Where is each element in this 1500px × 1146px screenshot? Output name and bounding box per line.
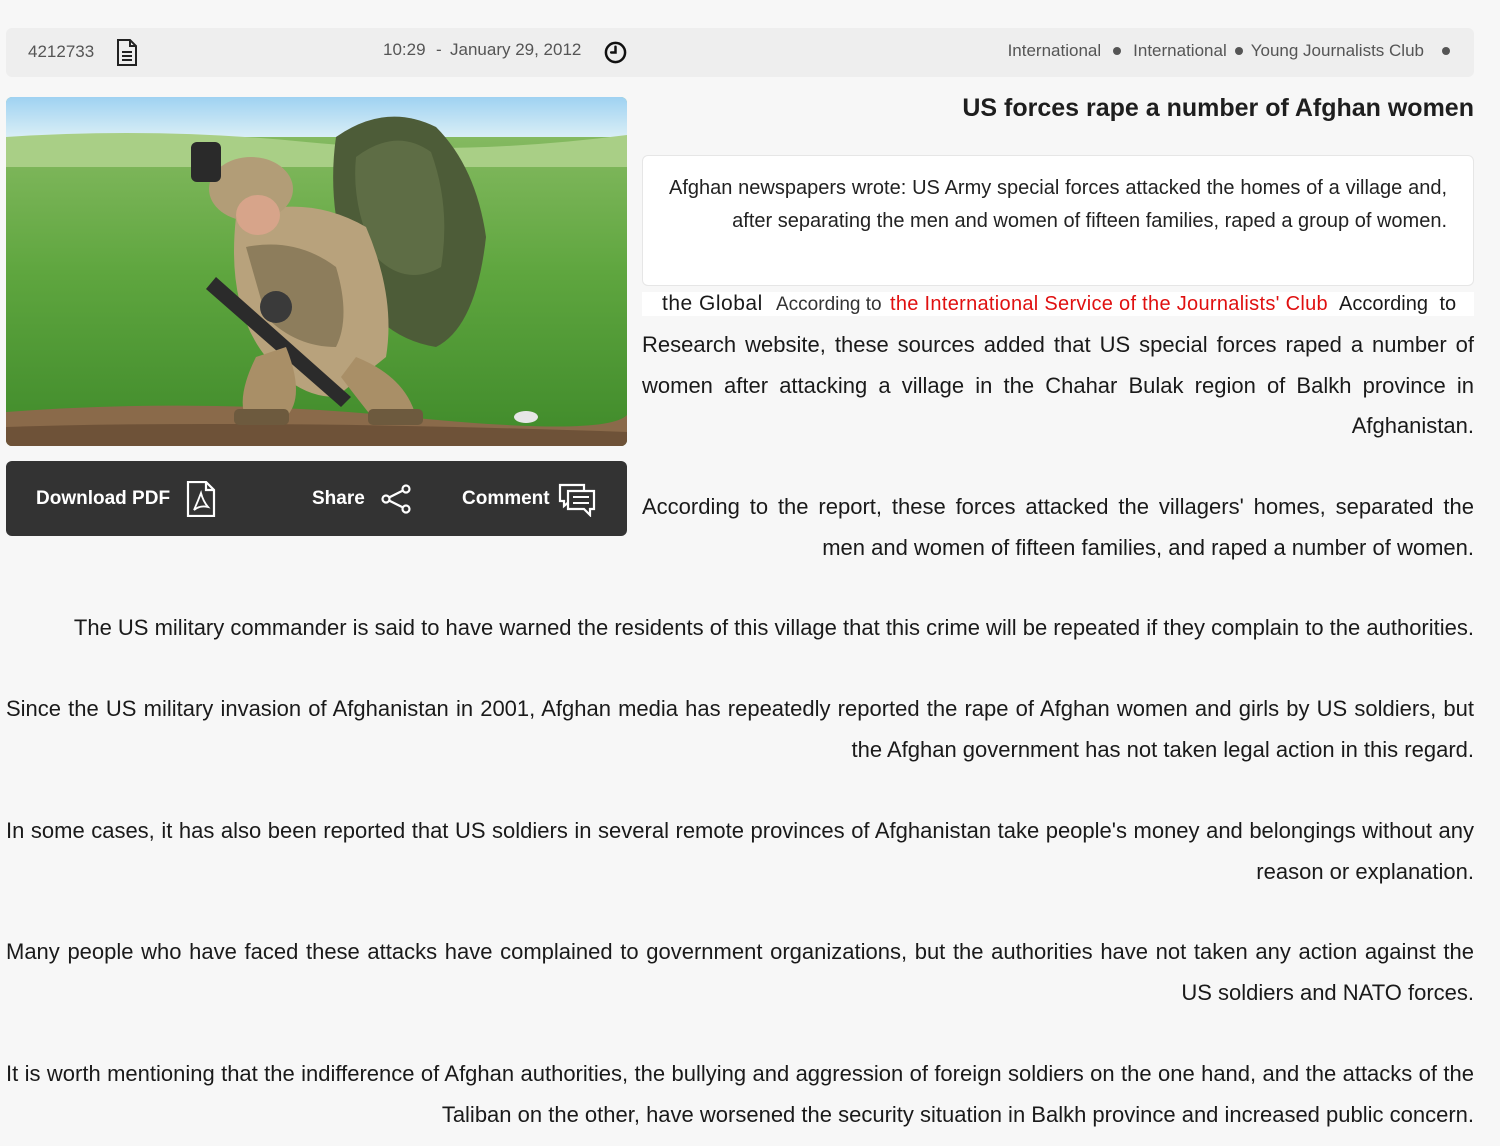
soldier-photo-image [6, 97, 627, 446]
comment-button[interactable] [462, 461, 596, 536]
publish-date: January 29, 2012 [450, 40, 582, 59]
article-paragraph: Research website, these sources added that US special forces raped a number of women after attacking a village in the Chahar Bulak region of Balkh province in Afghanistan. [642, 332, 1474, 438]
article-paragraph: In some cases, it has also been reported that US soldiers in several remote provinces of Afghanistan take people's money and belongings without any reason or explanation. [6, 818, 1474, 884]
download-pdf-button[interactable] [36, 461, 216, 536]
article-action-bar [6, 461, 627, 536]
article-photo [6, 97, 627, 446]
pdf-icon [186, 481, 216, 517]
download-pdf-label: Download PDF [36, 487, 171, 509]
article-paragraph: Many people who have faced these attacks have complained to government organizations, but the authorities have not taken any action against the US soldiers and NATO forces. [6, 939, 1474, 1005]
breadcrumb-separator [1235, 47, 1243, 55]
breadcrumb-separator [1442, 47, 1450, 55]
news-id: 4212733 [28, 42, 95, 61]
article-paragraph: It is worth mentioning that the indifference of Afghan authorities, the bullying and aggression of foreign soldiers on the one hand, and the attacks of the Taliban on the other, have worsened the security situation in Balkh province and increased public concern. [6, 1061, 1474, 1127]
article-lead-text: Afghan newspapers wrote: US Army special forces attacked the homes of a village and, after separating the men and women of fifteen families, raped a group of women. [669, 177, 1447, 232]
time-date-separator: - [436, 40, 442, 59]
clock-icon [604, 41, 627, 64]
share-icon [381, 484, 411, 514]
publish-time: 10:29 [383, 40, 426, 59]
source-text-part: the Global [662, 292, 763, 315]
source-text-part: According to [1339, 293, 1457, 315]
comment-icon [558, 481, 596, 517]
document-icon[interactable] [116, 39, 138, 66]
article-meta-bar [6, 28, 1474, 77]
breadcrumb-item[interactable]: Young Journalists Club [1250, 41, 1424, 60]
breadcrumb-item[interactable]: International [1007, 41, 1102, 60]
article-paragraph: According to the report, these forces attacked the villagers' homes, separated the men and women of fifteen families, and raped a number of women. [642, 494, 1474, 560]
breadcrumb-separator [1113, 47, 1121, 55]
source-attribution [642, 292, 1474, 316]
share-button[interactable] [312, 461, 411, 536]
article-paragraph: The US military commander is said to have warned the residents of this village that this crime will be repeated if they complain to the authorities. [73, 615, 1474, 640]
source-agency-link[interactable]: the International Service of the Journalists' Club [890, 293, 1328, 315]
breadcrumb [1008, 41, 1450, 61]
article-paragraph: Since the US military invasion of Afghanistan in 2001, Afghan media has repeatedly reported the rape of Afghan women and girls by US soldiers, but the Afghan government has not taken legal action in this regard. [6, 696, 1474, 762]
article-lead [642, 155, 1474, 286]
comment-label: Comment [462, 487, 550, 509]
source-text-part: According to [776, 294, 882, 315]
article-headline: US forces rape a number of Afghan women [962, 94, 1474, 122]
breadcrumb-item[interactable]: International [1133, 41, 1227, 60]
share-label: Share [312, 487, 365, 509]
